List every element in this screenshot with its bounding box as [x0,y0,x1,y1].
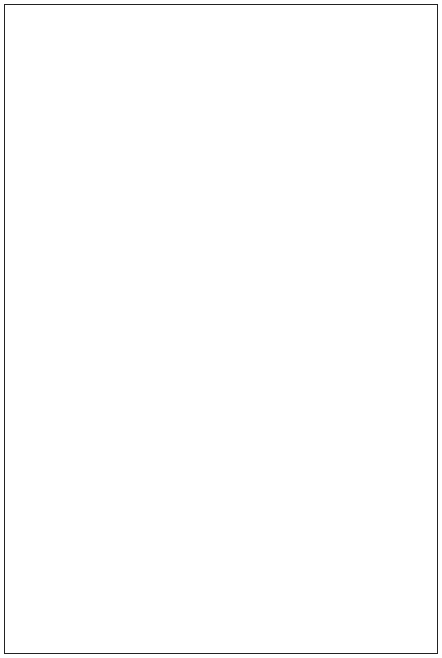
notice-title [13,11,429,31]
auction-notice [4,4,438,654]
notice-body [13,37,429,497]
notice-footer [13,509,429,575]
